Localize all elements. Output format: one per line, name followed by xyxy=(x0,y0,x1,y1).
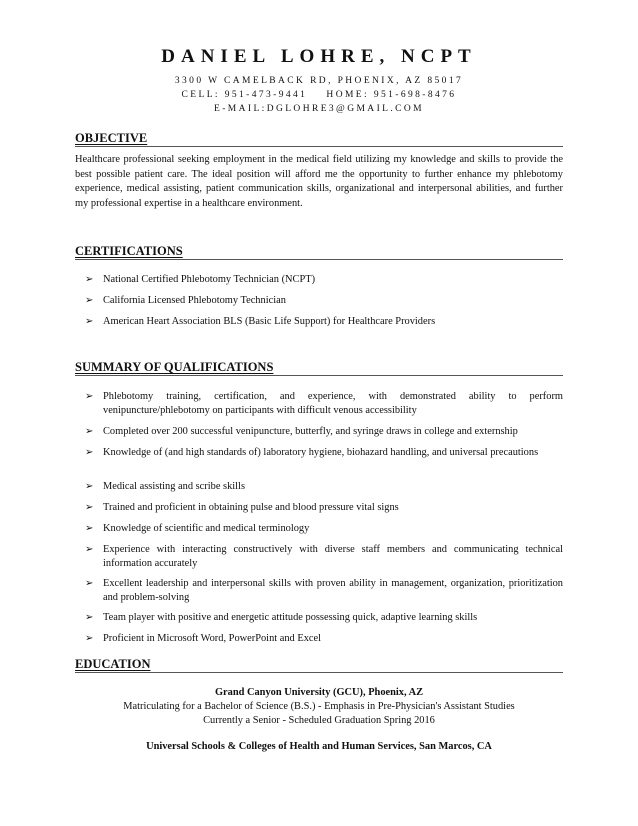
education-heading xyxy=(75,656,563,673)
arrow-bullet-icon: ➢ xyxy=(85,612,94,623)
list-item: ➢ Knowledge of (and high standards of) laboratory hygiene, biohazard handling, and universal precautions xyxy=(85,447,539,458)
qualifications-heading xyxy=(75,359,563,376)
list-item: ➢ Team player with positive and energetic attitude possessing quick, adaptive learning skills xyxy=(85,612,478,623)
list-item: ➢ American Heart Association BLS (Basic Life Support) for Healthcare Providers xyxy=(85,316,436,327)
list-item: ➢ Proficient in Microsoft Word, PowerPoint and Excel xyxy=(85,633,322,644)
certifications-heading xyxy=(75,243,563,260)
arrow-bullet-icon: ➢ xyxy=(85,481,94,492)
objective-heading-text: OBJECTIVE xyxy=(75,131,148,145)
list-item: ➢ Medical assisting and scribe skills xyxy=(85,481,245,492)
address-line: 3300 W CAMELBACK RD, PHOENIX, AZ 85017 xyxy=(174,76,464,86)
arrow-bullet-icon: ➢ xyxy=(85,544,94,555)
qualifications-heading-text: SUMMARY OF QUALIFICATIONS xyxy=(75,360,274,374)
email-line: E-MAIL:DGLOHRE3@GMAIL.COM xyxy=(214,104,424,114)
phone-line: CELL: 951-473-9441 HOME: 951-698-8476 xyxy=(181,90,457,100)
list-item: ➢ National Certified Phlebotomy Technician (NCPT) xyxy=(85,274,316,285)
list-item: ➢ Trained and proficient in obtaining pulse and blood pressure vital signs xyxy=(85,502,399,513)
arrow-bullet-icon: ➢ xyxy=(85,426,94,437)
objective-text: Healthcare professional seeking employment in the medical field utilizing my knowledge and skills to provide the best possible patient care. The ideal position will afford me the opportunity to further enhance my phlebotomy experience, medical assisting, patient communication skills, organizational and interpersonal abilities, and further my professional expertise in a healthcare environment. xyxy=(75,154,563,209)
arrow-bullet-icon: ➢ xyxy=(85,316,94,327)
arrow-bullet-icon: ➢ xyxy=(85,633,94,644)
arrow-bullet-icon: ➢ xyxy=(85,578,94,589)
objective-heading xyxy=(75,130,563,147)
arrow-bullet-icon: ➢ xyxy=(85,523,94,534)
arrow-bullet-icon: ➢ xyxy=(85,295,94,306)
list-item: ➢ Phlebotomy training, certification, and experience, with demonstrated ability to perform venipuncture/phlebotomy on participants with difficult venous accessibility xyxy=(85,391,563,416)
arrow-bullet-icon: ➢ xyxy=(85,391,94,402)
candidate-name: DANIEL LOHRE, NCPT xyxy=(161,46,477,67)
list-item: ➢ Completed over 200 successful venipuncture, butterfly, and syringe draws in college and externship xyxy=(85,426,518,437)
arrow-bullet-icon: ➢ xyxy=(85,274,94,285)
list-item: ➢ Knowledge of scientific and medical terminology xyxy=(85,523,310,534)
arrow-bullet-icon: ➢ xyxy=(85,447,94,458)
list-item: ➢ California Licensed Phlebotomy Technician xyxy=(85,295,286,306)
list-item: ➢ Excellent leadership and interpersonal skills with proven ability in management, organization, prioritization and problem-solving xyxy=(85,578,563,603)
certifications-heading-text: CERTIFICATIONS xyxy=(75,244,183,258)
arrow-bullet-icon: ➢ xyxy=(85,502,94,513)
list-item: ➢ Experience with interacting constructively with diverse staff members and communicating technical information accurately xyxy=(85,544,563,569)
school-1-degree: Matriculating for a Bachelor of Science (B.S.) - Emphasis in Pre-Physician's Assistant Studies xyxy=(123,701,515,712)
school-1-name: Grand Canyon University (GCU), Phoenix, AZ xyxy=(214,687,424,698)
school-2-name: Universal Schools & Colleges of Health and Human Services, San Marcos, CA xyxy=(146,741,492,752)
school-1-status: Currently a Senior - Scheduled Graduation Spring 2016 xyxy=(203,715,435,726)
education-heading-text: EDUCATION xyxy=(75,657,151,671)
